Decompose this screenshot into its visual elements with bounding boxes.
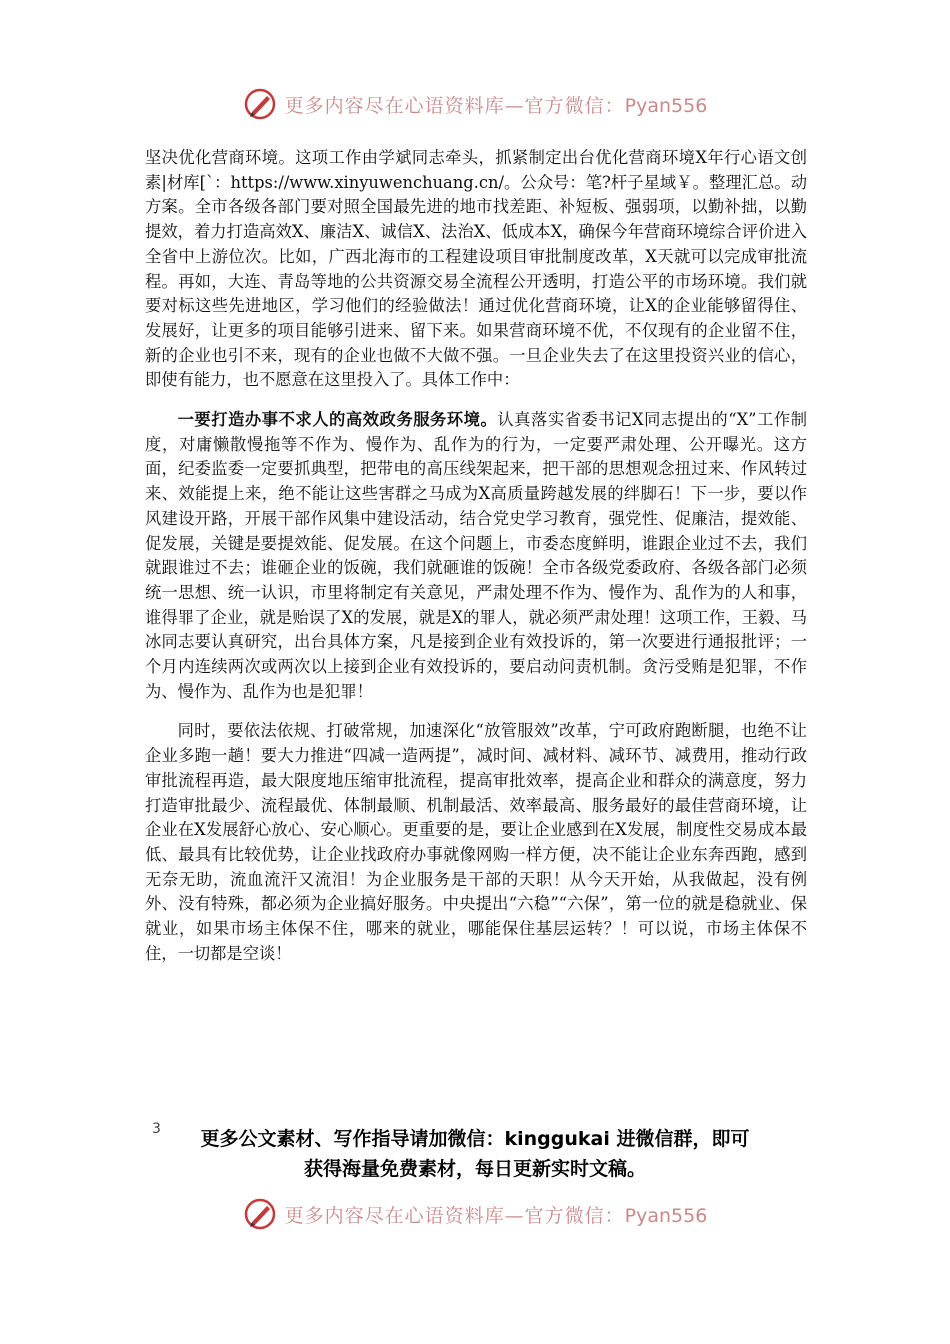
watermark-text: 更多内容尽在心语资料库—官方微信：Pyan556 — [284, 94, 708, 117]
document-body — [145, 146, 807, 967]
footer-line-1: 更多公文素材、写作指导请加微信：kinggukai 进微信群，即可 — [200, 1128, 750, 1150]
paragraph-2-text: 认真落实省委书记X同志提出的“X”工作制度，对庸懒散慢拖等不作为、慢作为、乱作为的行为，一定要严肃处理、公开曝光。这方面，纪委监委一定要抓典型，把带电的高压线架起来，把干部的思想观念扭过来、作风转过来、效能提上来，绝不能让这些害群之马成为X高质量跨越发展的绊脚石！下一步，要以作风建设开路，开展干部作风集中建设活动，结合党史学习教育，强党性、促廉洁，提效能、促发展，关键是要提效能、促发展。在这个问题上，市委态度鲜明，谁跟企业过不去，我们就跟谁过不去；谁砸企业的饭碗，我们就砸谁的饭碗！全市各级党委政府、各级各部门必须统一思想、统一认识，市里将制定有关意见，严肃处理不作为、慢作为、乱作为的人和事，谁得罪了企业，就是贻误了X的发展，就是X的罪人，就必须严肃处理！这项工作，王毅、马冰同志要认真研究，出台具体方案，凡是接到企业有效投诉的，第一次要进行通报批评；一个月内连续两次或两次以上接到企业有效投诉的，要启动问责机制。贪污受贿是犯罪，不作为、慢作为、乱作为也是犯罪！ — [145, 410, 807, 701]
paragraph-2 — [145, 408, 807, 704]
footer-promo — [150, 1121, 800, 1184]
pen-logo-icon — [243, 1197, 277, 1231]
footer-line-2: 获得海量免费素材，每日更新实时文稿。 — [303, 1158, 646, 1180]
pen-logo-icon — [243, 87, 277, 121]
watermark-header — [0, 84, 950, 124]
paragraph-1: 坚决优化营商环境。这项工作由学斌同志牵头，抓紧制定出台优化营商环境X年行心语文创素|材库[`：https://www.xinyuwenchuang.cn/。公众号：笔?杆子星域￥。整理汇总。动方案。全市各级各部门要对照全国最先进的地市找差距、补短板、强弱项，以勤补拙，以勤提效，着力打造高效X、廉洁X、诚信X、法治X、低成本X，确保今年营商环境综合评价进入全省中上游位次。比如，广西北海市的工程建设项目审批制度改革，X天就可以完成审批流程。再如，大连、青岛等地的公共资源交易全流程公开透明，打造公平的市场环境。我们就要对标这些先进地区，学习他们的经验做法！通过优化营商环境，让X的企业能够留得住、发展好，让更多的项目能够引进来、留下来。如果营商环境不优，不仅现有的企业留不住，新的企业也引不来，现有的企业也做不大做不强。一旦企业失去了在这里投资兴业的信心，即使有能力，也不愿意在这里投入了。具体工作中： — [145, 148, 807, 390]
watermark-text: 更多内容尽在心语资料库—官方微信：Pyan556 — [284, 1204, 708, 1227]
page-marker: 3 — [152, 1121, 161, 1137]
paragraph-3: 同时，要依法依规、打破常规，加速深化“放管服效”改革，宁可政府跑断腿，也绝不让企业多跑一趟！要大力推进“四减一造两提”，减时间、减材料、减环节、减费用，推动行政审批流程再造，最大限度地压缩审批流程，提高审批效率，提高企业和群众的满意度，努力打造审批最少、流程最优、体制最顺、机制最活、效率最高、服务最好的最佳营商环境，让企业在X发展舒心放心、安心顺心。更重要的是，要让企业感到在X发展，制度性交易成本最低、最具有比较优势，让企业找政府办事就像网购一样方便，决不能让企业东奔西跑，感到无奈无助，流血流汗又流泪！为企业服务是干部的天职！从今天开始，从我做起，没有例外、没有特殊，都必须为企业搞好服务。中央提出“六稳”“六保”，第一位的就是稳就业、保就业，如果市场主体保不住，哪来的就业，哪能保住基层运转？！可以说，市场主体保不住，一切都是空谈！ — [145, 721, 807, 963]
watermark-footer — [0, 1194, 950, 1234]
paragraph-2-heading: 一要打造办事不求人的高效政务服务环境。 — [177, 410, 498, 430]
